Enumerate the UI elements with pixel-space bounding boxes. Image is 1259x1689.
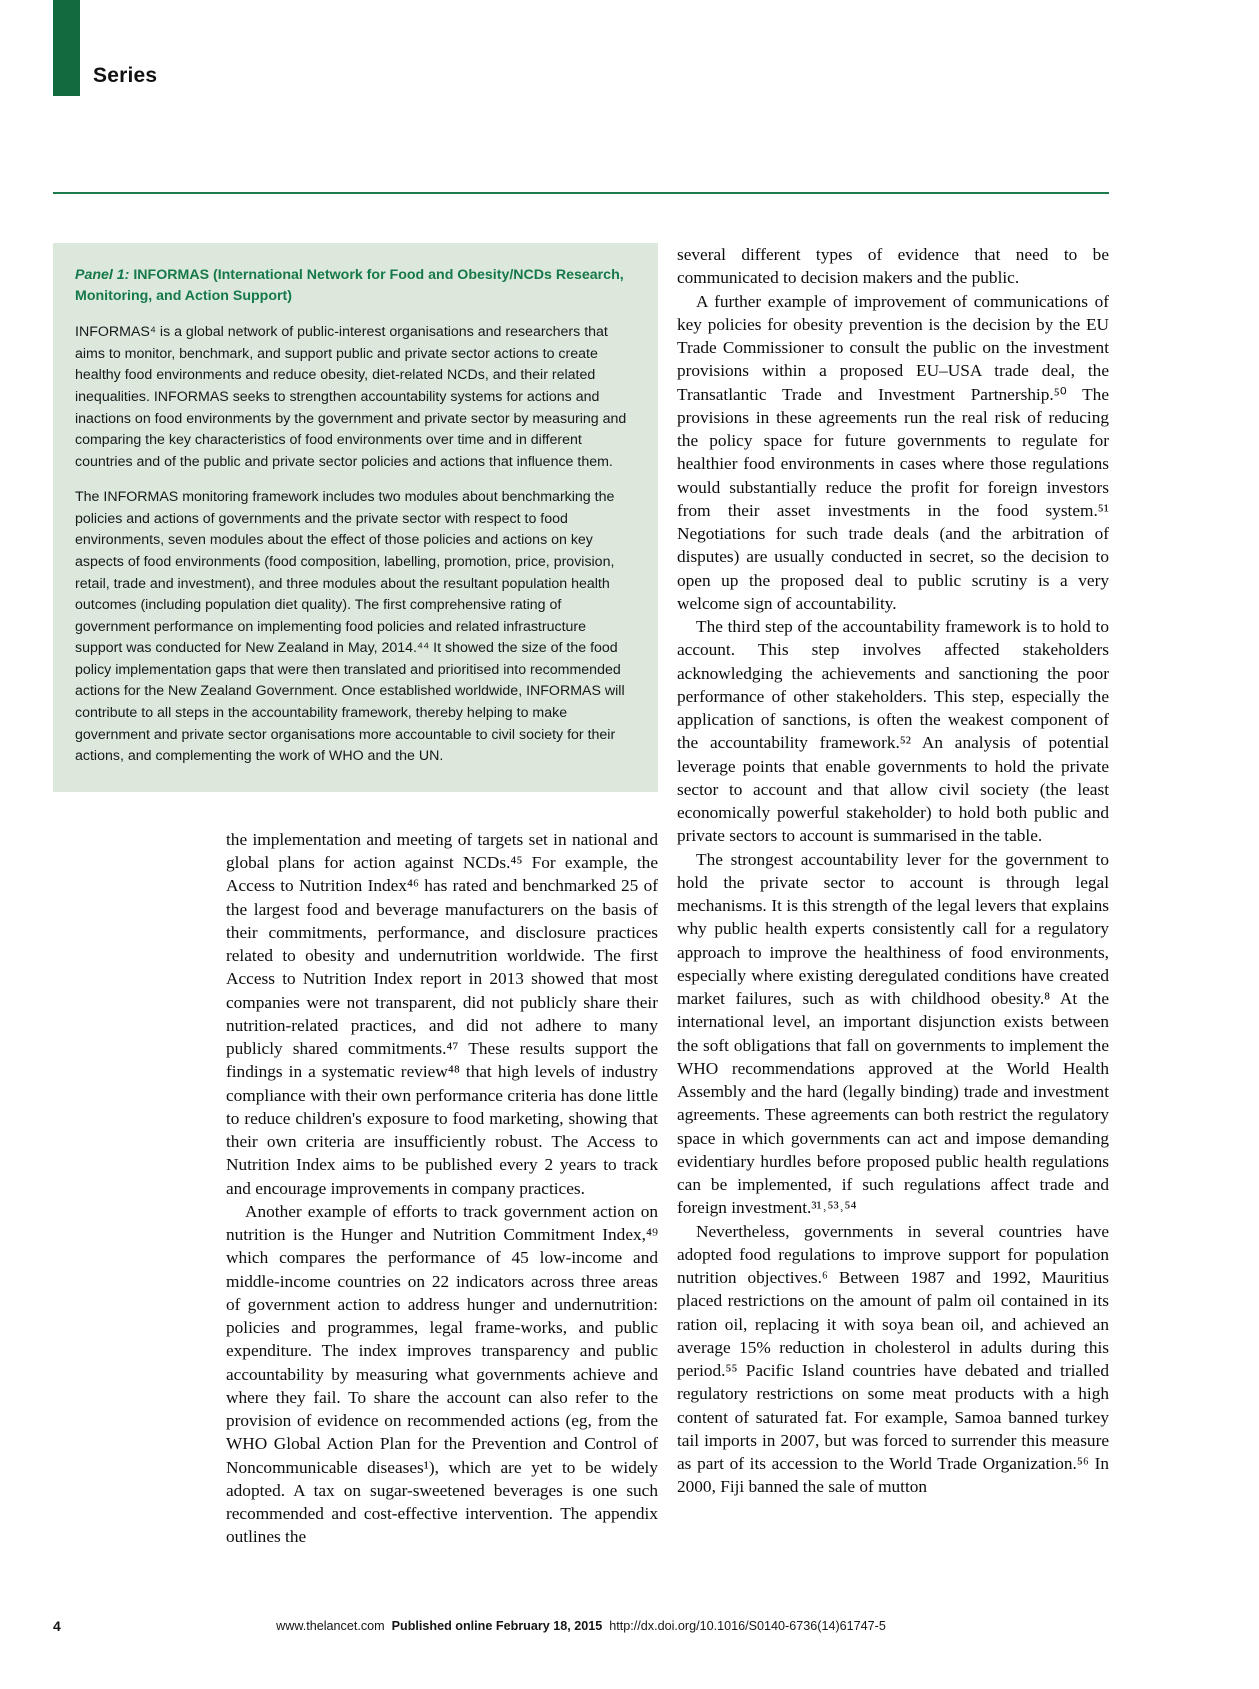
header-divider-rule xyxy=(53,192,1109,194)
panel-heading xyxy=(75,265,636,306)
left-column xyxy=(53,243,658,1549)
right-column xyxy=(677,243,1109,1499)
header-accent-bar xyxy=(53,0,80,96)
footer-page-number: 4 xyxy=(53,1618,61,1634)
right-paragraph-1: several different types of evidence that need to be communicated to decision makers and the public. xyxy=(677,245,1109,288)
panel-paragraph-1: INFORMAS⁴ is a global network of public-interest organisations and researchers that aims to monitor, benchmark, and support public and private sector actions to create healthy food environments and reduce obesity, diet-related NCDs, and their related inequalities. INFORMAS seeks to strengthen accountability systems for actions and inactions on food environments by the government and private sector by measuring and comparing the key characteristics of food environments over time and in different countries and of the public and private sector policies and actions that influence them. xyxy=(75,324,627,470)
panel-title: INFORMAS (International Network for Food and Obesity/NCDs Research, Monitoring, and Action Support) xyxy=(75,267,624,304)
footer-url[interactable]: www.thelancet.com xyxy=(276,1619,385,1633)
right-paragraph-4: The strongest accountability lever for the government to hold the private sector to account is through legal mechanisms. It is this strength of the legal levers that explains why public health experts consistently call for a regulatory approach to improve the healthiness of food environments, especially where existing deregulated conditions have created market failures, such as with childhood obesity.⁸ At the international level, an important disjunction exists between the soft obligations that fall on governments to implement the WHO recommendations approved at the World Health Assembly and the hard (legally binding) trade and investment agreements. These agreements can both restrict the regulatory space in which governments can act and impose demanding evidentiary hurdles before proposed public health regulations can be implemented, if such regulations affect trade and foreign investment.³¹˒⁵³˒⁵⁴ xyxy=(677,849,1109,1218)
panel-1-box xyxy=(53,243,658,792)
panel-paragraph-2: The INFORMAS monitoring framework includes two modules about benchmarking the policies and actions of governments and the private sector with respect to food environments, seven modules about the effect of those policies and actions on key aspects of food environments (food composition, labelling, promotion, price, provision, retail, trade and investment), and three modules about the resultant population health outcomes (including population diet quality). The first comprehensive rating of government performance on implementing food policies and related infrastructure support was conducted for New Zealand in May, 2014.⁴⁴ It showed the size of the food policy implementation gaps that were then translated and prioritised into recommended actions for the New Zealand Government. Once established worldwide, INFORMAS will contribute to all steps in the accountability framework, thereby helping to make government and private sector organisations more accountable to civil society for their actions, and complementing the work of WHO and the UN. xyxy=(75,489,625,765)
left-column-body xyxy=(226,828,658,1549)
right-paragraph-3: The third step of the accountability framework is to hold to account. This step involves affected stakeholders acknowledging the achievements and sanctioning the poor performance of other stakeholders. This step, especially the application of sanctions, is often the weakest component of the accountability framework.⁵² An analysis of potential leverage points that enable governments to hold the private sector to account and that allow civil society (the least economically powerful stakeholder) to hold both public and private sectors to account is summarised in the table. xyxy=(677,617,1109,846)
panel-label: Panel 1: xyxy=(75,267,130,283)
right-paragraph-5: Nevertheless, governments in several countries have adopted food regulations to improve support for population nutrition objectives.⁶ Between 1987 and 1992, Mauritius placed restrictions on the amount of palm oil contained in its ration oil, replacing it with soya bean oil, and achieved an average 15% reduction in cholesterol in adults during this period.⁵⁵ Pacific Island countries have debated and trialled regulatory restrictions on some meat products with a high content of saturated fat. For example, Samoa banned turkey tail imports in 2007, but was forced to surrender this measure as part of its accession to the World Trade Organization.⁵⁶ In 2000, Fiji banned the sale of mutton xyxy=(677,1221,1109,1497)
left-paragraph-2: Another example of efforts to track government action on nutrition is the Hunger and Nutrition Commitment Index,⁴⁹ which compares the performance of 45 low-income and middle-income countries on 22 indicators across three areas of government action to address hunger and undernutrition: policies and programmes, legal frame-works, and public expenditure. The index improves transparency and public accountability by measuring what governments achieve and where they fail. To share the account can also refer to the provision of evidence on recommended actions (eg, from the WHO Global Action Plan for the Prevention and Control of Noncommunicable diseases¹), which are yet to be widely adopted. A tax on sugar-sweetened beverages is one such recommended and cost-effective intervention. The appendix outlines the xyxy=(226,1201,658,1547)
page-title: Series xyxy=(93,64,158,87)
footer-publication-date: Published online February 18, 2015 xyxy=(391,1619,603,1633)
footer-citation xyxy=(53,1619,1109,1633)
right-paragraph-2: A further example of improvement of communications of key policies for obesity prevention is the decision by the EU Trade Commissioner to consult the public on the investment provisions within a proposed EU–USA trade deal, the Transatlantic Trade and Investment Partnership.⁵⁰ The provisions in these agreements run the real risk of reducing the policy space for future governments to regulate for healthier food environments in cases where those regulations would substantially reduce the profit for foreign investors from their asset investments in the food system.⁵¹ Negotiations for such trade deals (and the arbitration of disputes) are usually conducted in secret, so the decision to open up the proposed deal to public scrutiny is a very welcome sign of accountability. xyxy=(677,291,1109,613)
left-paragraph-1: the implementation and meeting of targets set in national and global plans for action against NCDs.⁴⁵ For example, the Access to Nutrition Index⁴⁶ has rated and benchmarked 25 of the largest food and beverage manufacturers on the basis of their commitments, performance, and disclosure practices related to obesity and undernutrition worldwide. The first Access to Nutrition Index report in 2013 showed that most companies were not transparent, did not publicly share their nutrition-related practices, and did not adhere to many publicly shared commitments.⁴⁷ These results support the findings in a systematic review⁴⁸ that high levels of industry compliance with their own performance criteria has done little to reduce children's exposure to food marketing, showing that their own criteria are insufficiently robust. The Access to Nutrition Index aims to be published every 2 years to track and encourage improvements in company practices. xyxy=(226,829,658,1198)
footer-doi-link[interactable]: http://dx.doi.org/10.1016/S0140-6736(14)61747-5 xyxy=(609,1619,886,1633)
